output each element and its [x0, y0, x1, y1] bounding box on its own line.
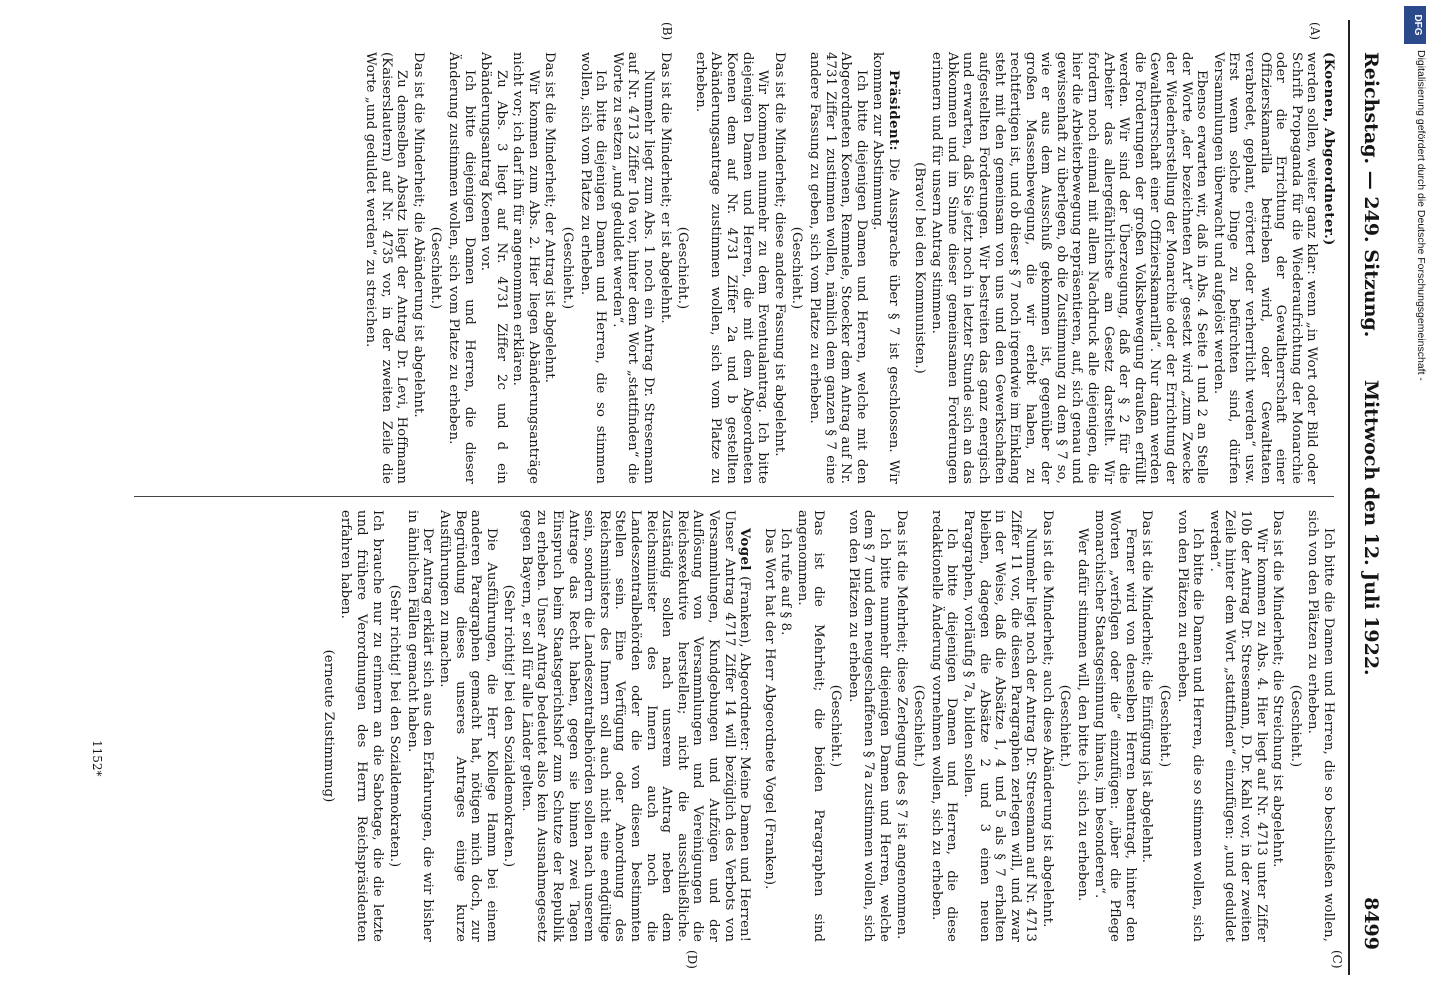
- paragraph: Das ist die Minderheit; die Einfügung ist abgelehnt.: [1139, 510, 1155, 863]
- paragraph: Der Antrag erklärt sich aus den Erfahrungen, die wir bisher in ähnlichen Fällen gemacht haben.: [404, 510, 436, 942]
- speech-paragraph: [870, 52, 901, 484]
- column-divider: [134, 496, 1334, 497]
- paragraph: Zu Abs. 3 liegt auf Nr. 4731 Ziffer 2c und d ein Abänderungsantrag Koenen vor.: [478, 52, 509, 484]
- right-column: [318, 510, 1336, 942]
- paragraph: Ich bitte diejenigen Damen und Herren, die so stimmen wollen, sich vom Platze zu erheben.: [577, 52, 609, 484]
- stage-direction: (Geschieht.): [675, 226, 691, 310]
- paragraph: Wer dafür stimmen will, den bitte ich, sich zu erheben.: [1075, 528, 1091, 902]
- stage-direction: (Geschieht.): [560, 226, 576, 310]
- speaker-name: (Koenen, Abgeordneter.): [1321, 52, 1336, 246]
- stage-direction: (Geschieht.): [1157, 684, 1173, 768]
- speech-paragraph: [518, 510, 752, 942]
- stage-direction: (Sehr richtig! bei den Sozialdemokraten.): [501, 584, 517, 868]
- paragraph: Ich bitte die Damen und Herren, die so beschließen wollen, sich von den Plätzen zu erheben.: [1305, 510, 1336, 942]
- speaker-name: Präsident:: [885, 70, 901, 152]
- stage-direction: (Sehr richtig! bei den Sozialdemokraten.): [387, 584, 403, 868]
- paragraph: Das ist die Minderheit; der Antrag ist abgelehnt.: [542, 52, 558, 384]
- paragraph: Das Wort hat der Herr Abgeordnete Vogel (Franken).: [761, 528, 777, 890]
- paragraph: werden sollen, weiter ganz klar: wenn „in Wort oder Bild oder Schrift Propaganda für die Wiederaufrichtung der Monarchie oder die Errichtung der Gewaltherrschaft einer Offizierskamarilla betrieben wird, oder Gewalttaten verabredet, geplant, erörtert oder verherrlicht werden“ usw. Erst wenn solche Dinge zu befürchten sind, dürfen Versammlungen überwacht und aufgelöst werden.: [1210, 52, 1320, 484]
- paragraph: Ich bitte diejenigen Damen und Herren, welche mit den Abgeordneten Koenen, Remmele, Stoecker dem Antrag auf Nr. 4731 Ziffer 1 zustimmen wollen, nämlich dem ganzen § 7 eine andere Fassung zu geben, sich vom Platze zu erheben.: [807, 52, 869, 484]
- dfg-logo-text: DFG: [1412, 14, 1423, 36]
- header-date: Mittwoch den 12. Juli 1922.: [1360, 380, 1382, 676]
- left-column: [361, 52, 1336, 484]
- speech-text: Die Aussprache über § 7 ist geschlossen. Wir kommen zur Abstimmung.: [870, 52, 901, 484]
- paragraph: Das ist die Minderheit; diese andere Fassung ist abgelehnt.: [771, 52, 787, 457]
- paragraph: Ferner wird von denselben Herren beantragt, hinter den Worten „verfolgen oder die“ einzufügen: „über die Pflege monarchischer Staatsgesinnung hinaus, im besonderen“.: [1091, 510, 1138, 942]
- page-number: 8499: [1360, 897, 1382, 950]
- speech-text: (Franken), Abgeordneter: Meine Damen und Herren! Unser Antrag 4717 Ziffer 14 will bezüglich des Verbots von Versammlungen, Kundgebungen und Aufzügen und der Auflösung von Versammlungen und Vereinigungen die Reichsexekutive herstellen; nicht die ausschließliche. Zuständig sollen nach unserem Antrag neben dem Reichsminister des Innern auch noch die Landeszentralbehörden oder die von diesen bestimmten Stellen sein. Eine Verfügung oder Anordnung des Reichsministers des Innern soll auch nicht eine endgültige sein, sondern die Landeszentralbehörden sollen nach unserem Antrage das Recht haben, gegen sie binnen zwei Tagen Einspruch beim Staatsgerichtshof zum Schutze der Republik zu erheben. Unser Antrag bedeutet also kein Ausnahmegesetz gegen Bayern, er soll für alle Länder gelten.: [518, 510, 753, 942]
- paragraph: Ich rufe auf § 8.: [778, 528, 794, 636]
- paragraph: Wir kommen zum Abs. 2. Hier liegen Abänderungsanträge nicht vor; ich darf ihn für angenommen erklären.: [510, 52, 541, 484]
- paragraph: Das ist die Minderheit; er ist abgelehnt.: [657, 52, 673, 324]
- stage-direction: (Geschieht.): [828, 684, 844, 768]
- dfg-note: Digitalisierung gefördert durch die Deutsche Forschungsgemeinschaft -: [1415, 50, 1427, 381]
- paragraph: Die Ausführungen, die Herr Kollege Hamm bei einem anderen Paragraphen gemacht hat, nötigen mich doch, zur Begründung dieses unseres Antrages einige kurze Ausführungen zu machen.: [436, 510, 499, 942]
- dfg-sidebar: [1398, 0, 1434, 1000]
- stage-direction: (Geschieht.): [428, 226, 444, 310]
- paragraph: Wir kommen nunmehr zu dem Eventualantrag. Ich bitte diejenigen Damen und Herren, die mit dem Abgeordneten Koenen dem auf Nr. 4731 Ziffer 2a und b gestellten Abänderungsantrage zustimmen wollen, sich vom Platze zu erheben.: [692, 52, 771, 484]
- paragraph: Ich bitte die Damen und Herren, die so stimmen wollen, sich von den Plätzen zu erheben.: [1174, 510, 1206, 942]
- paragraph: Ich bitte nunmehr diejenigen Damen und Herren, welche dem § 7 und dem neugeschaffenen § 7a zustimmen wollen, sich von den Plätzen zu erheben.: [845, 510, 892, 942]
- paragraph: Das ist die Minderheit; die Streichung ist abgelehnt.: [1270, 510, 1286, 868]
- margin-marker-a: (A): [1308, 22, 1322, 41]
- paragraph: Ich brauche nur zu erinnern an die Sabotage, die die letzte und frühere Verordnungen des Herrn Reichspräsidenten erfahren haben.: [338, 510, 385, 942]
- paragraph: Wir kommen zu Abs. 4. Hier liegt auf Nr. 4713 unter Ziffer 10b der Antrag Dr. Stresemann, D. Dr. Kahl vor, in der zweiten Zeile hinter dem Wort „stattfinden“ einzufügen: „und geduldet werden“.: [1206, 510, 1269, 942]
- page-header: [1354, 20, 1382, 980]
- spacer: [901, 52, 909, 484]
- footer-signature: 1152*: [90, 740, 104, 777]
- header-left: Reichstag. — 249. Sitzung.: [1360, 52, 1382, 338]
- spacer: [752, 510, 760, 942]
- paragraph: Ich bitte diejenigen Damen und Herren, die diese redaktionelle Änderung vornehmen wollen, sich zu erheben.: [928, 510, 960, 942]
- paragraph: Das ist die Minderheit; die Abänderung ist abgelehnt.: [410, 52, 426, 418]
- stage-direction: (Geschieht.): [911, 684, 927, 768]
- paragraph: Ich bitte diejenigen Damen und Herren, die dieser Änderung zustimmen wollen, sich vom Platze zu erheben.: [445, 52, 477, 484]
- paragraph: Nunmehr liegt noch der Antrag Dr. Stresemann auf Nr. 4713 Ziffer 11 vor, die diesen Paragraphen zerlegen will, und zwar in der Weise, daß die Absätze 1, 4 und 5 als § 7 erhalten bleiben, dagegen die Absätze 2 und 3 einen neuen Paragraphen, vorläufig § 7a, bilden sollen.: [960, 510, 1039, 942]
- margin-marker-d: (D): [685, 950, 699, 969]
- stage-direction: (erneute Zustimmung): [320, 649, 336, 803]
- stage-direction: (Bravo! bei den Kommunisten.): [911, 162, 927, 374]
- stage-direction: (Geschieht.): [789, 226, 805, 310]
- paragraph: Nunmehr liegt zum Abs. 1 noch ein Antrag Dr. Stresemann auf Nr. 4713 Ziffer 10a vor, hinter dem Wort „stattfinden“ die Worte zu setzen „und geduldet werden“.: [609, 52, 657, 484]
- margin-marker-b: (B): [660, 22, 674, 41]
- margin-marker-c: (C): [1330, 950, 1344, 969]
- speaker-continuation: [1320, 52, 1336, 484]
- stage-direction: (Geschieht.): [1287, 684, 1303, 768]
- paragraph: Zu demselben Absatz liegt der Antrag Dr. Levi, Hoffmann (Kaiserslautern) auf Nr. 4735 vor, in der zweiten Zeile die Worte „und geduldet werden“ zu streichen.: [362, 52, 410, 484]
- paragraph: Ebenso erwarten wir, daß in Abs. 4 Seite 1 und 2 an Stelle der Worte „der bezeichneten Art“ gesetzt wird „zum Zwecke der Wiederherstellung der Monarchie oder der Errichtung der Gewaltherrschaft einer Offizierskamarilla“. Nur dann werden die Forderungen der großen Volksbewegung draußen erfüllt werden. Wir sind der Überzeugung, daß der § 2 für die Arbeiter das allergefährlichste am Gesetz darstellt. Wir fordern noch einmal mit allem Nachdruck alle diejenigen, die hier die Arbeiterbewegung repräsentieren, auf, sich genau und gewissenhaft zu überlegen, ob die Zustimmung zu dem § 7 so, wie er aus dem Ausschuß gekommen ist, gegenüber der großen Massenbewegung, die wir erlebt haben, zu rechtfertigen ist, und ob dieser § 7 noch irgendwie im Einklang steht mit den gemeinsam von uns und den Gewerkschaften aufgestellten Forderungen. Wir bestreiten das ganz energisch und erwarten, daß Sie jetzt noch in letzter Stunde sich an das Abkommen und im Sinne dieser gemeinsamen Forderungen erinnern und für unsern Antrag stimmen.: [929, 52, 1210, 484]
- speaker-name: Vogel: [737, 528, 753, 571]
- stage-direction: (Geschieht.): [1057, 684, 1073, 768]
- paragraph: Das ist die Mehrheit; die beiden Paragraphen sind angenommen.: [795, 510, 826, 942]
- paragraph: Das ist die Mehrheit; diese Zerlegung des § 7 ist angenommen.: [893, 510, 909, 940]
- paragraph: Das ist die Minderheit; auch diese Abänderung ist abgelehnt.: [1039, 510, 1055, 928]
- header-rule: [1348, 20, 1350, 975]
